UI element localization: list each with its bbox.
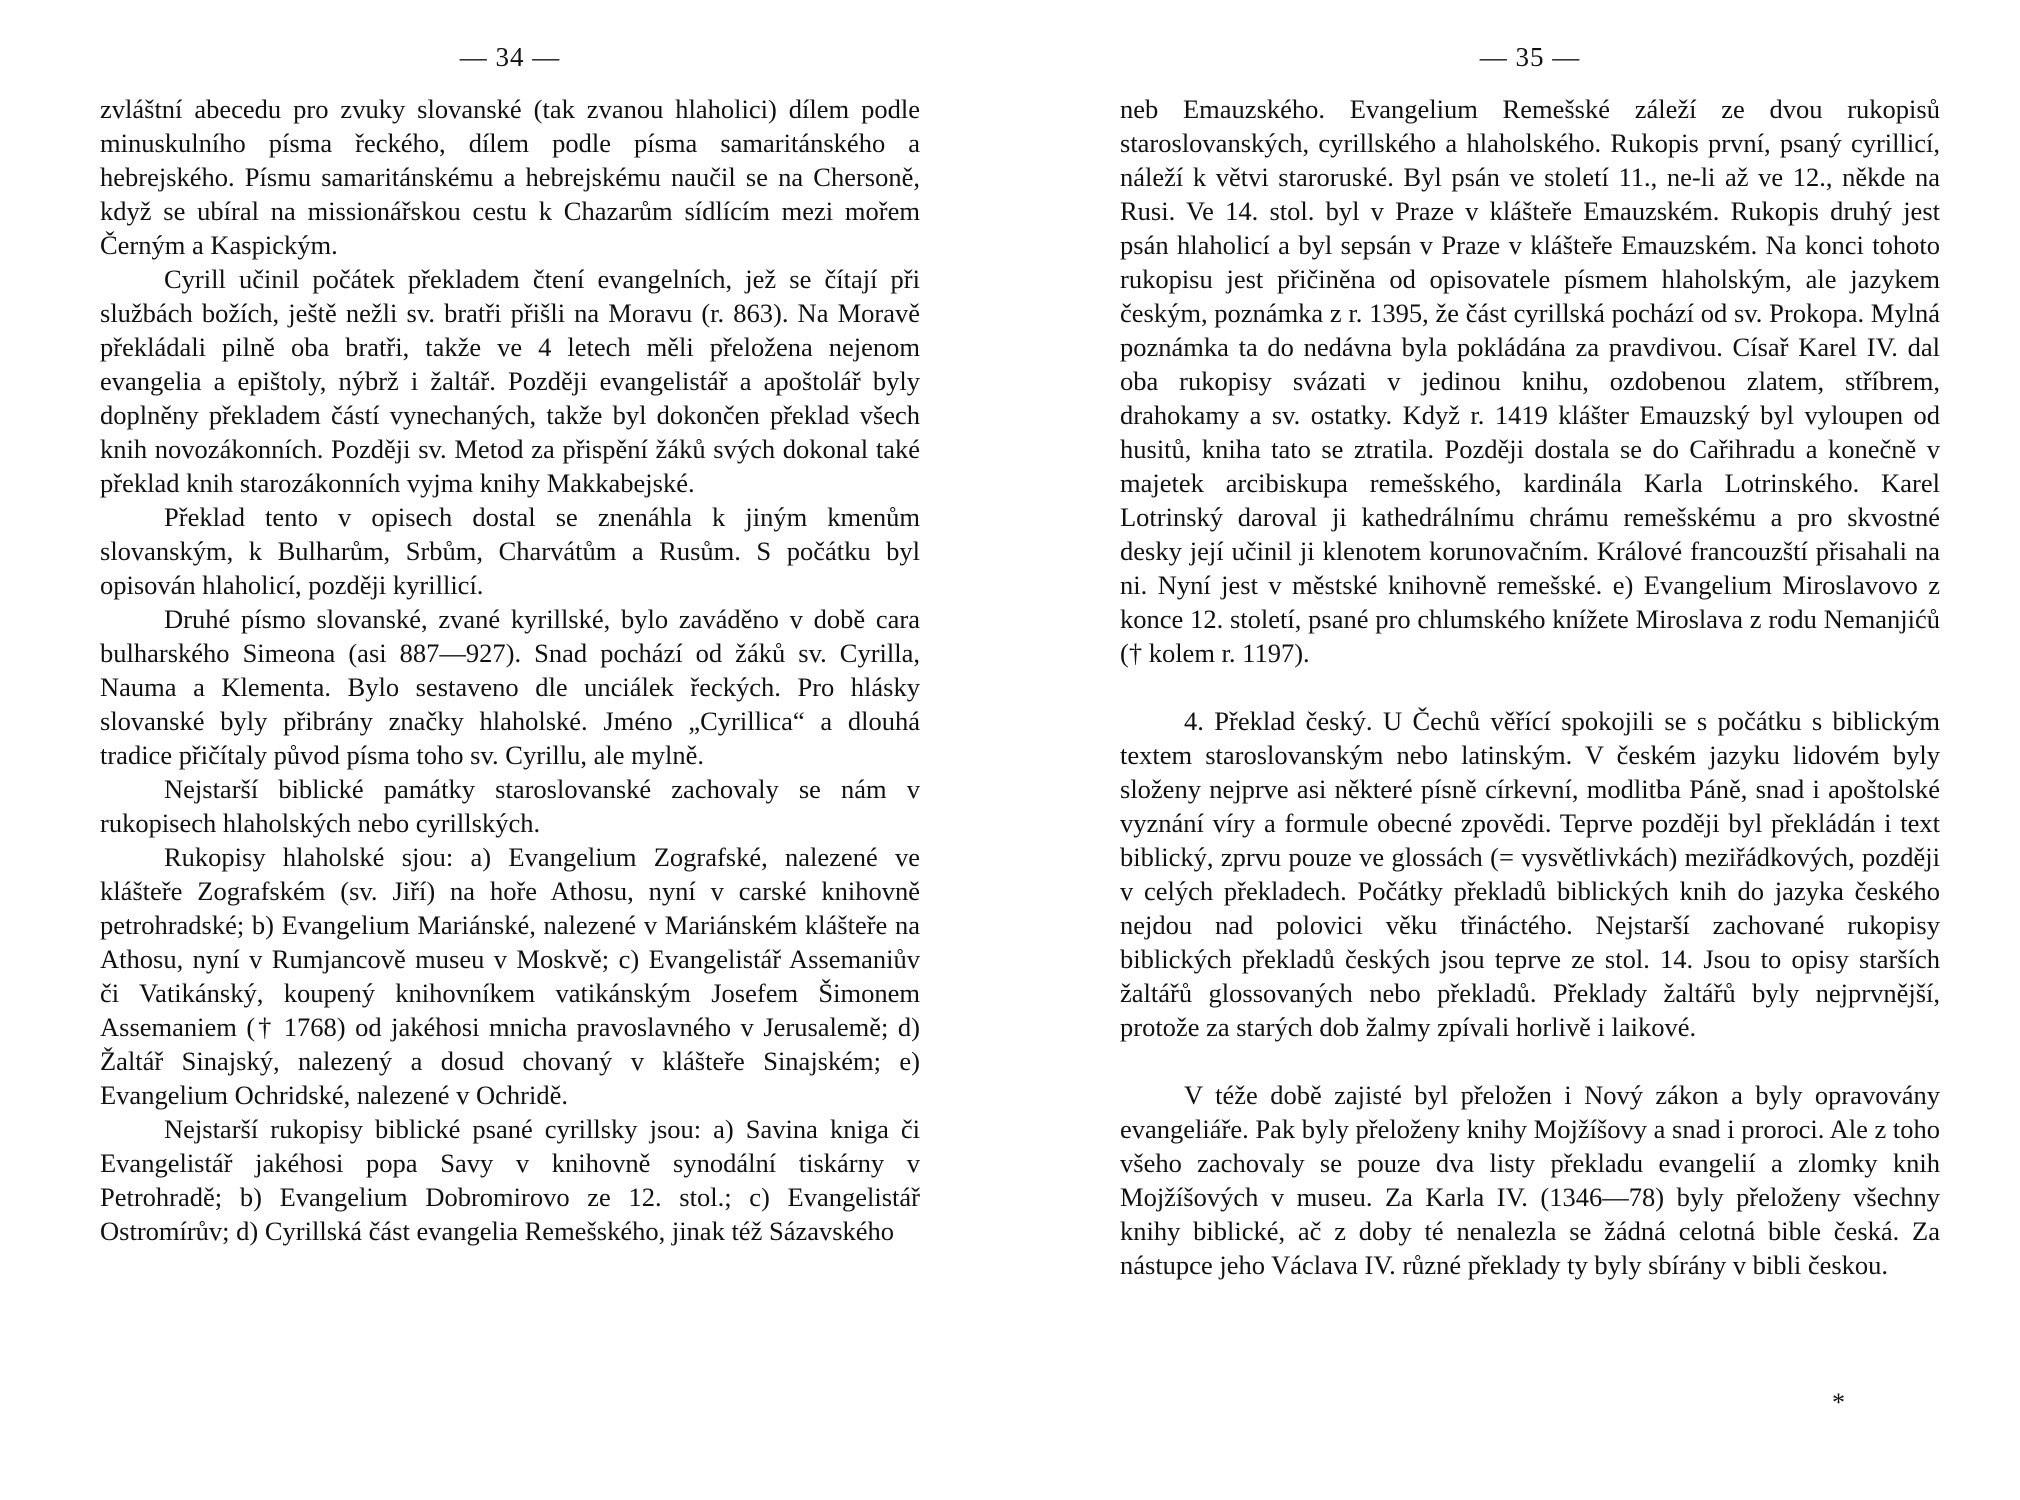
paragraph: Překlad tento v opisech dostal se znenáhla k jiným kmenům slovanským, k Bulharům, Srbům, Charvátům a Rusům. S počátku byl opisován hlaholicí, později kyrillicí. xyxy=(100,502,920,600)
paragraph: 4. Překlad český. U Čechů věřící spokojili se s počátku s biblickým textem staroslovanským nebo latinským. V českém jazyku lidovém byly složeny nejprve asi některé písně církevní, modlitba Páně, snad i apoštolské vyznání víry a formule obecné zpovědi. Teprve později byl překládán i text biblický, zprvu pouze ve glossách (= vysvětlivkách) meziřádkových, později v celých překladech. Počátky překladů biblických knih do jazyka českého nejdou nad polovici věku třináctého. Nejstarší zachované rukopisy biblických překladů českých jsou teprve ze stol. 14. Jsou to opisy starších žaltářů glossovaných nebo překladů. Překlady žaltářů byly nejprvnější, protože za starých dob žalmy zpívali horlivě i laikové. xyxy=(1120,706,1940,1042)
paragraph: Rukopisy hlaholské sjou: a) Evangelium Zografské, nalezené ve klášteře Zografském (sv. Jiří) na hoře Athosu, nyní v carské knihovně petrohradské; b) Evangelium Mariánské, nalezené v Mariánském klášteře na Athosu, nyní v Rumjancově museu v Moskvě; c) Evangelistář Assemaniův či Vatikánský, koupený knihovníkem vatikánským Josefem Šimonem Assemaniem († 1768) od jakéhosi mnicha pravoslavného v Jerusalemě; d) Žaltář Sinajský, nalezený a dosud chovaný v klášteře Sinajském; e) Evangelium Ochridské, nalezené v Ochridě. xyxy=(100,842,920,1110)
paragraph: Druhé písmo slovanské, zvané kyrillské, bylo zaváděno v době cara bulharského Simeona (asi 887—927). Snad pochází od žáků sv. Cyrilla, Nauma a Klementa. Bylo sestaveno dle unciálek řeckých. Pro hlásky slovanské byly přibrány značky hlaholské. Jméno „Cyrillica“ a dlouhá tradice přičítaly původ písma toho sv. Cyrillu, ale mylně. xyxy=(100,604,920,770)
page-number: — 35 — xyxy=(1479,42,1581,72)
page-number: — 34 — xyxy=(459,42,561,72)
paragraph: zvláštní abecedu pro zvuky slovanské (tak zvanou hlaholici) dílem podle minuskulního písma řeckého, dílem podle písma samaritánského a hebrejského. Písmu samaritánskému a hebrejskému naučil se na Chersoně, když se ubíral na missionářskou cestu k Chazarům sídlícím mezi mořem Černým a Kaspickým. xyxy=(100,94,920,260)
page-body xyxy=(100,92,920,1248)
paragraph: V téže době zajisté byl přeložen i Nový zákon a byly opravovány evangeliáře. Pak byly přeloženy knihy Mojžíšovy a snad i proroci. Ale z toho všeho zachovaly se pouze dva listy překladu evangelií a zlomky knih Mojžíšových v museu. Za Karla IV. (1346—78) byly přeloženy všechny knihy biblické, ač z doby té nenalezla se žádná celotná bible česká. Za nástupce jeho Václava IV. různé překlady ty byly sbírány v bibli českou. xyxy=(1120,1080,1940,1280)
paragraph: Cyrill učinil počátek překladem čtení evangelních, jež se čítají při službách božích, ještě nežli sv. bratři přišli na Moravu (r. 863). Na Moravě překládali pilně oba bratři, takže ve 4 letech měli přeložena nejenom evangelia a epištoly, nýbrž i žaltář. Později evangelistář a apoštolář byly doplněny překladem částí vynechaných, takže byl dokončen překlad všech knih novozákonních. Později sv. Metod za přispění žáků svých dokonal také překlad knih starozákonních vyjma knihy Makkabejské. xyxy=(100,264,920,498)
right-page xyxy=(1120,0,1940,1500)
paragraph: neb Emauzského. Evangelium Remešské záleží ze dvou rukopisů staroslovanských, cyrillského a hlaholského. Rukopis první, psaný cyrillicí, náleží k větvi staroruské. Byl psán ve století 11., ne-li až ve 12., někde na Rusi. Ve 14. stol. byl v Praze v klášteře Emauzském. Rukopis druhý jest psán hlaholicí a byl sepsán v Praze v klášteře Emauzském. Na konci tohoto rukopisu jest přičiněna od opisovatele písmem hlaholským, ale jazykem českým, poznámka z r. 1395, že část cyrillská pochází od sv. Prokopa. Mylná poznámka ta do nedávna byla pokládána za pravdivou. Císař Karel IV. dal oba rukopisy svázati v jedinou knihu, ozdobenou zlatem, stříbrem, drahokamy a sv. ostatky. Když r. 1419 klášter Emauzský byl vyloupen od husitů, kniha tato se ztratila. Později dostala se do Cařihradu a konečně v majetek arcibiskupa remešského, kardinála Karla Lotrinského. Karel Lotrinský daroval ji kathedrálnímu chrámu remešskému a pro skvostné desky její učinil ji klenotem korunovačním. Králové francouzští přisahali na ni. Nyní jest v městské knihovně remešské. e) Evangelium Miroslavovo z konce 12. století, psané pro chlumského knížete Miroslava z rodu Nemanjićů († kolem r. 1197). xyxy=(1120,94,1940,668)
page-body xyxy=(1120,92,1940,1282)
paragraph: Nejstarší biblické památky staroslovanské zachovaly se nám v rukopisech hlaholských nebo cyrillských. xyxy=(100,774,920,838)
paragraph: Nejstarší rukopisy biblické psané cyrillsky jsou: a) Savina kniga či Evangelistář jakéhosi popa Savy v knihovně synodální tiskárny v Petrohradě; b) Evangelium Dobromirovo ze 12. stol.; c) Evangelistář Ostromírův; d) Cyrillská část evangelia Remešského, jinak též Sázavského xyxy=(100,1114,920,1246)
footnote-mark: * xyxy=(1832,1388,1845,1417)
left-page xyxy=(100,0,920,1500)
